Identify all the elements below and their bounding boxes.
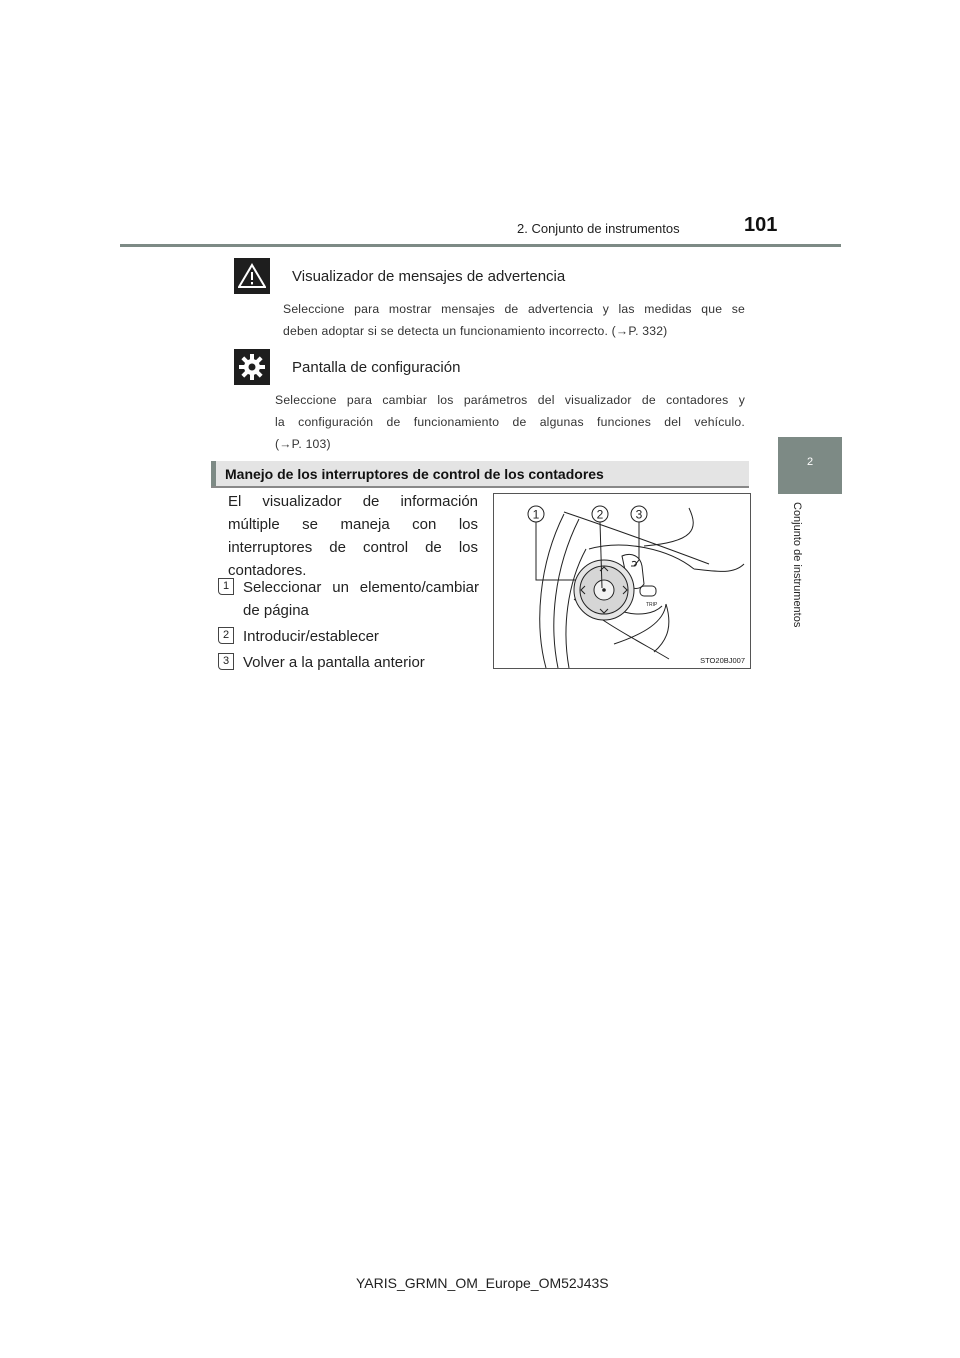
section-heading-text: Manejo de los interruptores de control de los contadores [225, 466, 604, 482]
steering-switch-figure [493, 493, 751, 669]
steering-switch-illustration [494, 494, 750, 668]
warning-display-desc-line1: Seleccione para mostrar mensajes de advertencia y las medidas que se [283, 302, 745, 316]
item-number-3: 3 [218, 653, 234, 670]
chapter-label [788, 502, 806, 648]
trip-button-label: TRIP [646, 602, 658, 608]
item-text-3: Volver a la pantalla anterior [243, 654, 425, 671]
header-rule [120, 244, 841, 247]
figure-code: STO20BJ007 [700, 656, 745, 665]
warning-triangle-icon [234, 258, 270, 294]
section-heading [211, 461, 749, 488]
warning-display-title: Visualizador de mensajes de advertencia [292, 268, 566, 285]
page-number: 101 [744, 214, 778, 236]
chapter-number: 2 [806, 456, 814, 468]
callout-1: 1 [532, 507, 540, 522]
gear-icon [234, 349, 270, 385]
item-number-1: 1 [218, 578, 234, 595]
section-heading-bar [211, 461, 216, 486]
settings-display-title: Pantalla de configuración [292, 359, 461, 376]
section-intro: El visualizador de información múltiple se maneja con los interruptores de control de los contadores. [228, 493, 478, 579]
footer-document-id: YARIS_GRMN_OM_Europe_OM52J43S [356, 1275, 609, 1291]
chapter-label-text: Conjunto de instrumentos [791, 502, 803, 628]
settings-display-desc-line3: (→P. 103) [275, 437, 331, 451]
warning-display-desc-line2: deben adoptar si se detecta un funcionamiento incorrecto. (→P. 332) [283, 324, 668, 338]
item-text-2: Introducir/establecer [243, 628, 379, 645]
settings-display-desc-line2: la configuración de funcionamiento de algunas funciones del vehículo. [275, 415, 745, 429]
item-text-1: Seleccionar un elemento/cambiar de página [243, 579, 479, 619]
callout-2: 2 [596, 507, 604, 522]
header-section-title: 2. Conjunto de instrumentos [517, 221, 680, 236]
settings-display-desc-line1: Seleccione para cambiar los parámetros del visualizador de contadores y [275, 393, 745, 407]
callout-3: 3 [635, 507, 643, 522]
item-number-2: 2 [218, 627, 234, 644]
